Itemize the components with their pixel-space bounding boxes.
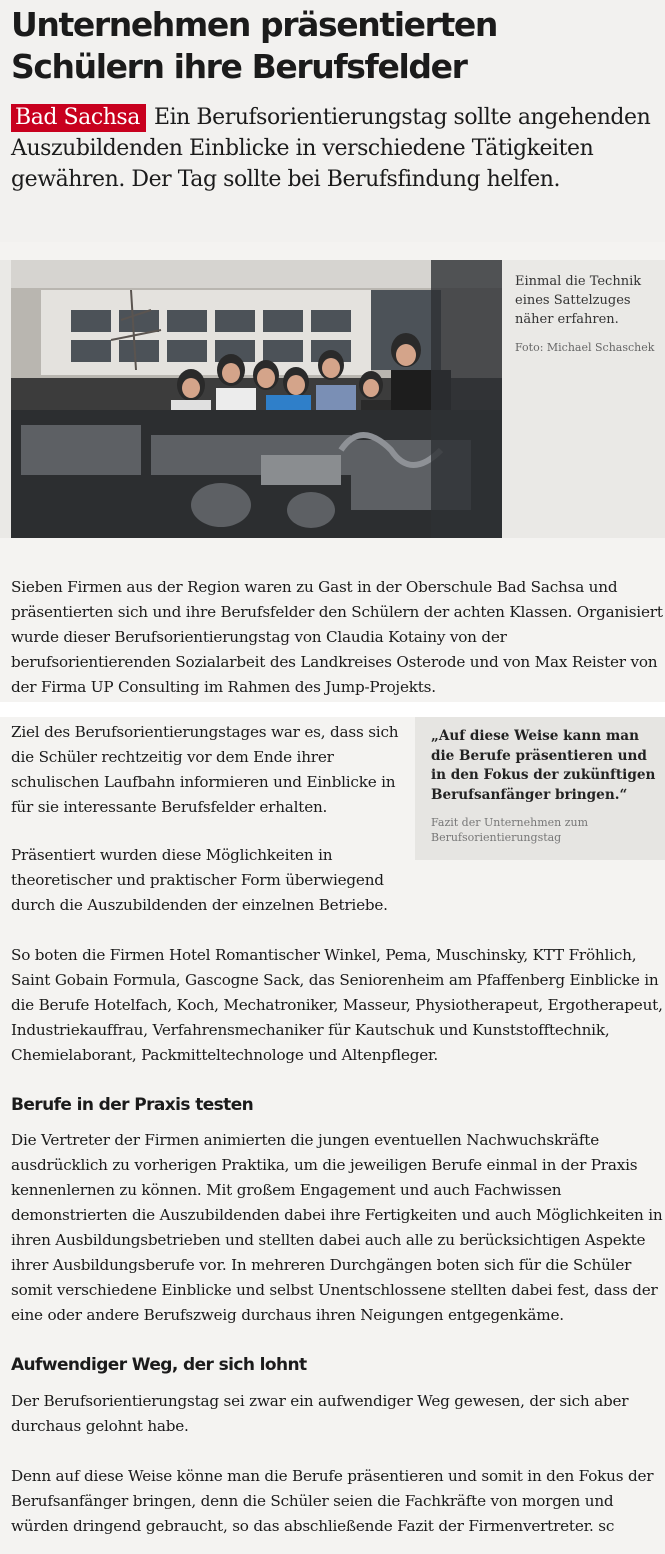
body-paragraph-ziel: Ziel des Berufsorientierungstages war es, dass sich die Schüler rechtzeitig vor dem Ende ihrer schulischen Laufbahn informieren und Einblicke in für sie interessante Berufsfelder erhalten. (11, 723, 399, 816)
divider (0, 702, 665, 717)
body-paragraph-firmen: So boten die Firmen Hotel Romantischer Winkel, Pema, Muschinsky, KTT Fröhlich, Saint Gobain Formula, Gascogne Sack, das Seniorenheim am Pfaffenberg Einblicke in die Berufe Hotelfach, Koch, Mechatroniker, Masseur, Physiotherapeut, Ergotherapeut, Industriekauffrau, Verfahrensmechaniker für Kautschuk und Kunststofftechnik, Chemielaborant, Packmitteltechnologe und Altenpfleger. (11, 946, 663, 1064)
body-paragraph-fazit: Denn auf diese Weise könne man die Berufe präsentieren und somit in den Fokus der Berufsanfänger bringen, denn die Schüler seien die Fachkräfte von morgen und würden dringend gebraucht, so das abschließende Fazit der Firmenvertreter. sc (11, 1467, 654, 1535)
pull-quote-text: „Auf diese Weise kann man die Berufe präsentieren und in den Fokus der zukünftigen Berufsanfänger bringen.“ (431, 728, 656, 803)
photo-section (0, 260, 665, 538)
lead-paragraph (11, 102, 661, 195)
body-paragraph-praesentiert: Präsentiert wurden diese Möglichkeiten in theoretischer und praktischer Form überwiegend durch die Auszubildenden der einzelnen Betriebe. (11, 846, 388, 914)
photo-caption: Einmal die Technik eines Sattelzuges näher erfahren. (515, 274, 642, 327)
lead-text: Ein Berufsorientierungstag sollte angehenden Auszubildenden Einblicke in verschiedene Tätigkeiten gewähren. Der Tag sollte bei Berufsfindung helfen. (11, 105, 651, 192)
body-paragraph-aufwendig: Der Berufsorientierungstag sei zwar ein aufwendiger Weg gewesen, der sich aber durchaus gelohnt habe. (11, 1392, 629, 1435)
article-photo[interactable] (11, 260, 502, 538)
subheading-weg: Aufwendiger Weg, der sich lohnt (11, 1355, 307, 1375)
body-paragraph-vertreter: Die Vertreter der Firmen animierten die jungen eventuellen Nachwuchskräfte ausdrücklich zu vorherigen Praktika, um die jeweiligen Berufe einmal in der Praxis kennenlernen zu können. Mit großem Engagement und auch Fachwissen demonstrierten die Auszubildenden dabei ihre Fertigkeiten und auch Möglichkeiten in ihren Ausbildungsbetrieben und stellten dabei auch alle zu berücksichtigen Aspekte ihrer Ausbildungsberufe vor. In mehreren Durchgängen boten sich für die Schüler somit verschiedene Einblicke und selbst Unentschlossene stellten dabei fest, dass der eine oder andere Berufszweig durchaus ihren Neigungen entgegenkäme. (11, 1131, 663, 1324)
headline: Unternehmen präsentierten Schülern ihre Berufsfelder (11, 5, 497, 86)
pull-quote (415, 717, 665, 860)
body-paragraph-intro: Sieben Firmen aus der Region waren zu Gast in der Oberschule Bad Sachsa und präsentierten sich und ihre Berufsfelder den Schülern der achten Klassen. Organisiert wurde dieser Berufsorientierungstag von Claudia Kotainy von der berufsorientierenden Sozialarbeit des Landkreises Osterode und von Max Reister von der Firma UP Consulting im Rahmen des Jump-Projekts. (11, 578, 663, 696)
subheading-praxis: Berufe in der Praxis testen (11, 1095, 254, 1115)
dateline-badge: Bad Sachsa (11, 104, 146, 132)
article-header (0, 0, 665, 242)
pull-quote-source: Fazit der Unternehmen zum Berufsorientierungstag (431, 816, 589, 844)
photo-credit: Foto: Michael Schaschek (515, 341, 655, 354)
